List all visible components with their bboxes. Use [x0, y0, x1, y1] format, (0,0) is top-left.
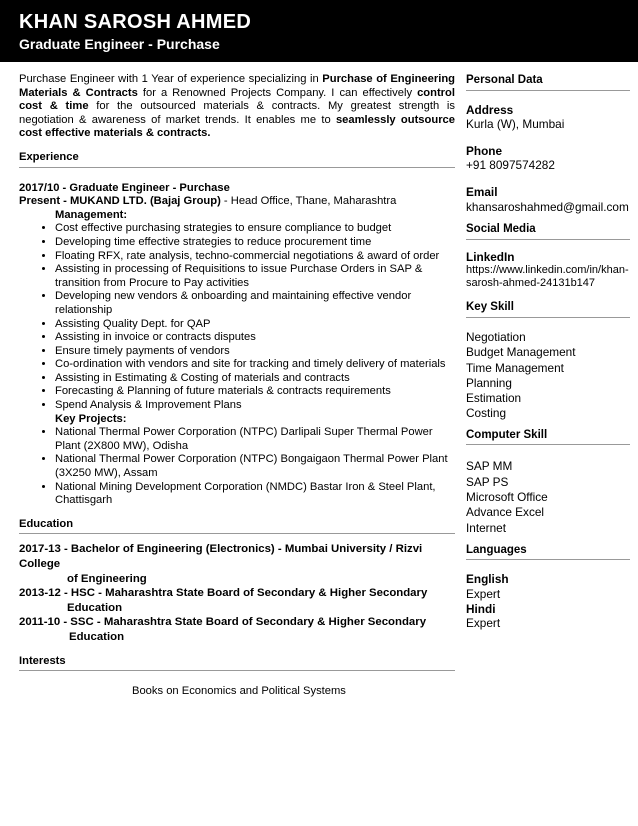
language-level: Expert — [466, 616, 501, 631]
list-item: • Cost effective purchasing strategies to ensure compliance to budget — [55, 222, 455, 236]
education-item — [19, 615, 455, 644]
key-skill-list — [466, 330, 630, 422]
personal-data-heading: Personal Data — [466, 73, 630, 91]
list-item: • Developing new vendors & onboarding and maintaining effective vendor relationship — [55, 290, 455, 317]
list-item: Advance Excel — [466, 505, 545, 520]
education-line-cont: Education — [69, 630, 125, 643]
projects-label: Key Projects: — [55, 412, 127, 425]
list-item: Negotiation — [466, 329, 526, 344]
address-label: Address — [466, 102, 514, 117]
list-item: • National Mining Development Corporation (NMDC) Bastar Iron & Steel Plant, Chattisgarh — [55, 481, 455, 508]
list-item: • Assisting in processing of Requisitions to issue Purchase Orders in SAP & transition from Procure to Pay activities — [55, 263, 455, 290]
education-item — [19, 586, 455, 615]
computer-skill-heading: Computer Skill — [466, 428, 630, 446]
experience-entry — [19, 182, 455, 508]
summary-bold-3: seamlessly outsource cost effective materials & contracts. — [19, 113, 455, 140]
list-item: Budget Management — [466, 345, 576, 360]
key-skill-heading: Key Skill — [466, 300, 630, 318]
sidebar-column — [466, 73, 630, 631]
experience-company-name: Present - MUKAND LTD. (Bajaj Group) — [19, 195, 221, 208]
list-item: Internet — [466, 520, 507, 535]
education-line-cont: Education — [67, 601, 123, 614]
education-line-cont: of Engineering — [67, 572, 147, 585]
list-item: • Forecasting & Planning of future materials & contracts requirements — [55, 385, 455, 399]
list-item: Microsoft Office — [466, 489, 548, 504]
list-item: SAP PS — [466, 474, 509, 489]
list-item: • Assisting in invoice or contracts disputes — [55, 331, 455, 345]
languages-heading: Languages — [466, 543, 630, 561]
interests-text: Books on Economics and Political Systems — [132, 685, 346, 698]
candidate-title: Graduate Engineer - Purchase — [19, 36, 220, 52]
experience-company — [19, 195, 455, 209]
list-item: SAP MM — [466, 459, 513, 474]
social-media-heading: Social Media — [466, 222, 630, 240]
summary-text-1: Purchase Engineer with 1 Year of experience specializing in — [19, 73, 323, 85]
address-value: Kurla (W), Mumbai — [466, 117, 565, 132]
list-item: • Assisting in Estimating & Costing of materials and contracts — [55, 372, 455, 386]
email-label: Email — [466, 184, 498, 199]
education-line: 2011-10 - SSC - Maharashtra State Board of Secondary & Higher Secondary — [19, 616, 427, 629]
projects-list — [19, 426, 455, 508]
phone-label: Phone — [466, 143, 503, 158]
management-label: Management: — [55, 208, 128, 221]
list-item: Planning — [466, 375, 512, 390]
summary-text-2: for a Renowned Projects Company. I can effectively — [137, 86, 418, 99]
management-list — [19, 222, 455, 412]
resume-header — [0, 0, 638, 62]
list-item: • National Thermal Power Corporation (NTPC) Darlipali Super Thermal Power Plant (2X800 MW), Odisha — [55, 426, 455, 453]
summary-bold-1: Purchase of Engineering Materials & Contracts — [19, 73, 455, 99]
language-name: Hindi — [466, 601, 496, 616]
list-item: • Ensure timely payments of vendors — [55, 345, 455, 359]
email-value: khansaroshahmed@gmail.com — [466, 199, 629, 214]
experience-location: - Head Office, Thane, Maharashtra — [220, 195, 397, 208]
education-heading: Education — [19, 518, 455, 535]
list-item: • Co-ordination with vendors and site for tracking and timely delivery of materials — [55, 358, 455, 372]
list-item: Time Management — [466, 360, 564, 375]
list-item: • Spend Analysis & Improvement Plans — [55, 399, 455, 413]
experience-date-role: 2017/10 - Graduate Engineer - Purchase — [19, 181, 230, 194]
education-list — [19, 542, 455, 644]
experience-heading: Experience — [19, 151, 455, 168]
summary-paragraph — [19, 73, 455, 141]
languages-list — [466, 572, 630, 630]
phone-value: +91 8097574282 — [466, 158, 555, 173]
list-item: • Floating RFX, rate analysis, techno-commercial negotiations & award of order — [55, 250, 455, 264]
list-item: Costing — [466, 406, 506, 421]
summary-text-3: for the outsourced materials & contracts. My greatest strength is negotiation & awareness of market trends. It enables me to — [19, 100, 455, 126]
list-item: • Assisting Quality Dept. for QAP — [55, 318, 455, 332]
education-item — [19, 542, 455, 586]
education-line: 2017-13 - Bachelor of Engineering (Electronics) - Mumbai University / Rizvi College — [19, 543, 423, 570]
summary-bold-2: control cost & time — [19, 86, 455, 113]
main-column — [19, 73, 455, 699]
list-item: Estimation — [466, 391, 522, 406]
interests-heading: Interests — [19, 655, 455, 672]
linkedin-label: LinkedIn — [466, 249, 515, 264]
computer-skill-list — [466, 459, 630, 535]
language-level: Expert — [466, 586, 501, 601]
list-item: • National Thermal Power Corporation (NTPC) Bongaigaon Thermal Power Plant (3X250 MW), Assam — [55, 453, 455, 480]
linkedin-url-line-2: sarosh-ahmed-24131b147 — [466, 277, 596, 290]
language-name: English — [466, 572, 509, 587]
list-item: • Developing time effective strategies to reduce procurement time — [55, 236, 455, 250]
candidate-name: KHAN SAROSH AHMED — [19, 11, 252, 33]
linkedin-url-line-1: https://www.linkedin.com/in/khan- — [466, 264, 629, 277]
education-line: 2013-12 - HSC - Maharashtra State Board of Secondary & Higher Secondary — [19, 587, 428, 600]
